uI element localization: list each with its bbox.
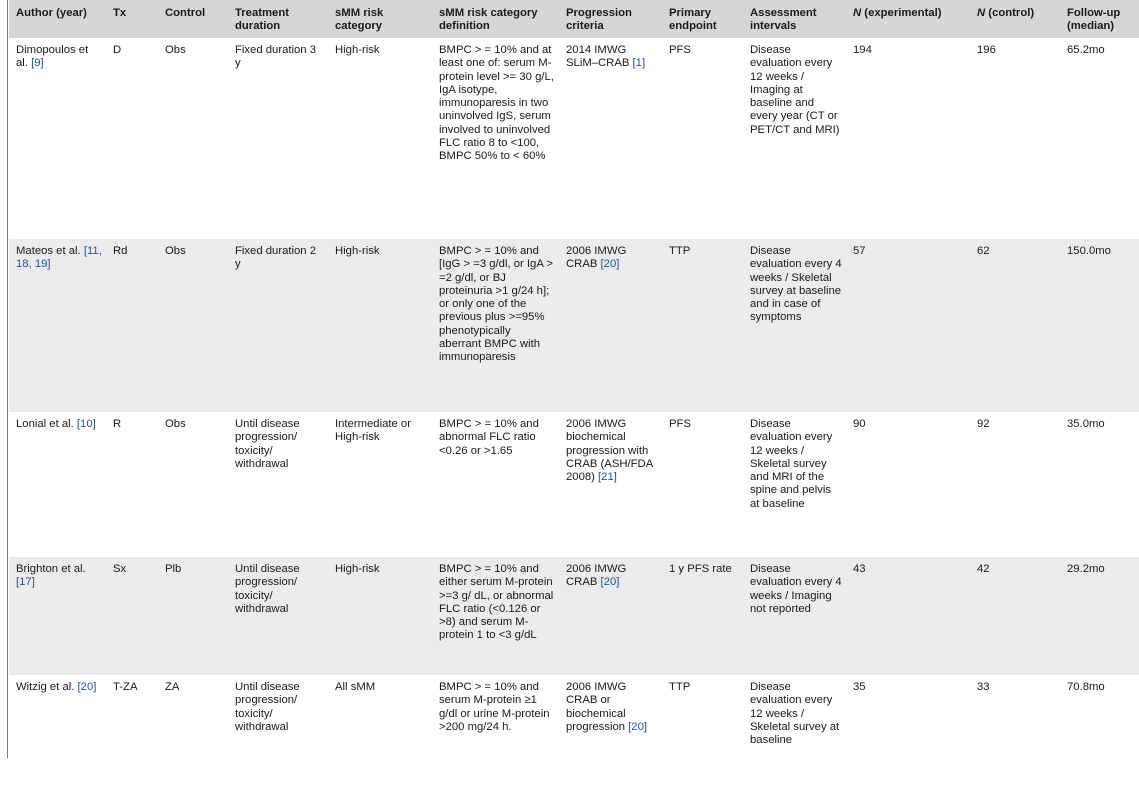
cell-n-experimental-text: 194 (853, 44, 872, 56)
cell-control (158, 675, 228, 788)
cell-risk-definition (432, 557, 559, 675)
cell-progression (559, 675, 662, 788)
header-assessment: Assessment intervals (743, 0, 846, 38)
cell-author (9, 239, 106, 412)
cell-followup (1060, 239, 1139, 412)
cell-duration-text: Fixed duration 2 y (235, 245, 317, 271)
cell-n-experimental (846, 557, 970, 675)
cell-control-text: Obs (165, 418, 186, 430)
header-n-experimental (846, 0, 970, 38)
cell-control-text: Obs (165, 44, 186, 56)
cell-n-control (970, 557, 1060, 675)
cell-tx-text: Sx (113, 563, 127, 575)
cell-assessment (743, 557, 846, 675)
cell-n-experimental (846, 38, 970, 239)
cell-n-experimental (846, 239, 970, 412)
cell-risk-category-text: All sMM (335, 681, 376, 693)
cell-risk-definition-text: BMPC > = 10% and at least one of: serum M-protein level >= 30 g/L, IgA isotype, immunoparesis in two uninvolved IgS, serum involved to uninvolved FLC ratio 8 to <100, BMPC 50% to < 60% (439, 44, 554, 163)
cell-progression-text: 2006 IMWG CRAB (566, 563, 627, 589)
table-body (9, 38, 1139, 788)
citation-link[interactable]: [17] (16, 576, 35, 589)
citation-link[interactable]: [11, 18, 19] (16, 245, 102, 271)
cell-n-experimental (846, 675, 970, 788)
cell-author-text: Witzig et al. (16, 681, 78, 693)
header-tx: Tx (106, 0, 158, 38)
cell-tx (106, 239, 158, 412)
cell-risk-category-text: High-risk (335, 44, 380, 56)
cell-author (9, 38, 106, 239)
citation-link[interactable]: [10] (76, 418, 96, 430)
cell-followup (1060, 412, 1139, 557)
cell-duration-text: Until disease progression/ toxicity/ withdrawal (235, 563, 300, 615)
cell-risk-category (328, 412, 432, 557)
header-n-exp-rest: (experimental) (861, 7, 942, 19)
cell-endpoint (662, 557, 743, 675)
cell-followup-text: 70.8mo (1067, 681, 1105, 693)
cell-progression-text: 2006 IMWG biochemical progression with CRAB (ASH/FDA 2008) (566, 418, 653, 484)
cell-control (158, 38, 228, 239)
cell-risk-category-text: High-risk (335, 563, 380, 575)
cell-duration (228, 38, 328, 239)
cell-duration-text: Until disease progression/ toxicity/ withdrawal (235, 681, 300, 733)
cell-followup-text: 150.0mo (1067, 245, 1111, 257)
citation-link[interactable]: [1] (632, 57, 646, 70)
cell-risk-category-text: Intermediate or High-risk (335, 418, 411, 444)
cell-tx-text: T-ZA (113, 681, 138, 693)
cell-assessment-text: Disease evaluation every 4 weeks / Imaging not reported (750, 563, 842, 615)
cell-n-experimental-text: 35 (853, 681, 866, 693)
cell-endpoint-text: TTP (669, 245, 691, 257)
header-risk-category: sMM risk category (328, 0, 432, 38)
cell-progression (559, 239, 662, 412)
table-row (9, 557, 1139, 675)
cell-progression-text: 2006 IMWG CRAB (566, 245, 627, 271)
cell-progression-text: 2006 IMWG CRAB or biochemical progression (566, 681, 629, 733)
page-margin-line (7, 0, 8, 758)
cell-n-control (970, 412, 1060, 557)
cell-control-text: ZA (165, 681, 180, 693)
cell-assessment-text: Disease evaluation every 12 weeks / Skeletal survey at baseline (750, 681, 840, 747)
cell-risk-definition (432, 239, 559, 412)
table-header (9, 0, 1139, 38)
cell-assessment-text: Disease evaluation every 4 weeks / Skeletal survey at baseline and in case of symptoms (750, 245, 842, 324)
table-row (9, 38, 1139, 239)
cell-progression (559, 557, 662, 675)
cell-duration (228, 239, 328, 412)
cell-author (9, 675, 106, 788)
cell-risk-category (328, 557, 432, 675)
cell-progression-text: 2014 IMWG SLiM–CRAB (566, 44, 633, 70)
cell-endpoint (662, 412, 743, 557)
cell-n-control-text: 92 (977, 418, 990, 430)
cell-risk-definition-text: BMPC > = 10% and either serum M-protein >=3 g/ dL, or abnormal FLC ratio (<0.126 or >8) and serum M-protein 1 to <3 g/dL (439, 563, 554, 642)
citation-link[interactable]: [20] (600, 258, 620, 271)
cell-n-control-text: 42 (977, 563, 990, 575)
cell-assessment-text: Disease evaluation every 12 weeks / Skeletal survey and MRI of the spine and pelvis at baseline (750, 418, 833, 510)
cell-followup (1060, 675, 1139, 788)
header-n-control (970, 0, 1060, 38)
cell-risk-category (328, 675, 432, 788)
cell-duration (228, 412, 328, 557)
header-followup: Follow-up (median) (1060, 0, 1139, 38)
cell-n-experimental-text: 90 (853, 418, 866, 430)
cell-author-text: Mateos et al. (16, 245, 84, 257)
cell-followup (1060, 38, 1139, 239)
cell-endpoint (662, 675, 743, 788)
cell-control-text: Obs (165, 245, 186, 257)
cell-endpoint-text: TTP (669, 681, 691, 693)
cell-followup (1060, 557, 1139, 675)
cell-tx-text: Rd (113, 245, 128, 257)
cell-duration (228, 557, 328, 675)
cell-assessment-text: Disease evaluation every 12 weeks / Imaging at baseline and every year (CT or PET/CT and MRI) (750, 44, 840, 136)
cell-followup-text: 29.2mo (1067, 563, 1105, 575)
cell-author (9, 412, 106, 557)
cell-risk-definition-text: BMPC > = 10% and abnormal FLC ratio <0.26 or >1.65 (439, 418, 539, 457)
cell-assessment (743, 675, 846, 788)
header-n-exp-letter: N (853, 7, 862, 19)
cell-n-control-text: 62 (977, 245, 990, 257)
table-row (9, 239, 1139, 412)
cell-risk-definition (432, 412, 559, 557)
header-duration: Treatment duration (228, 0, 328, 38)
cell-risk-category (328, 239, 432, 412)
citation-link[interactable]: [9] (31, 57, 44, 70)
header-n-ctrl-letter: N (977, 7, 986, 19)
citation-link[interactable]: [20] (628, 720, 648, 733)
cell-risk-definition-text: BMPC > = 10% and [IgG > =3 g/dl, or IgA > =2 g/dl, or BJ proteinuria >1 g/24 h]; or only one of the previous plus >=95% phenotypically aberrant BMPC with immunoparesis (439, 245, 553, 364)
cell-followup-text: 65.2mo (1067, 44, 1105, 56)
header-endpoint: Primary endpoint (662, 0, 743, 38)
cell-followup-text: 35.0mo (1067, 418, 1105, 430)
header-control: Control (158, 0, 228, 38)
citation-link[interactable]: [21] (598, 471, 617, 484)
cell-risk-definition (432, 675, 559, 788)
cell-risk-definition (432, 38, 559, 239)
header-progression: Progression criteria (559, 0, 662, 38)
cell-endpoint-text: PFS (669, 44, 691, 56)
cell-assessment (743, 38, 846, 239)
cell-tx (106, 557, 158, 675)
cell-duration (228, 675, 328, 788)
cell-tx (106, 675, 158, 788)
cell-duration-text: Fixed duration 3 y (235, 44, 317, 70)
cell-author (9, 557, 106, 675)
citation-link[interactable]: [20] (600, 576, 620, 589)
cell-n-control (970, 675, 1060, 788)
cell-assessment (743, 412, 846, 557)
cell-progression (559, 412, 662, 557)
cell-control-text: Plb (165, 563, 182, 575)
cell-author-text: Dimopoulos et al. (16, 44, 89, 70)
cell-progression (559, 38, 662, 239)
cell-endpoint (662, 38, 743, 239)
cell-endpoint-text: 1 y PFS rate (669, 563, 732, 575)
cell-endpoint-text: PFS (669, 418, 691, 430)
cell-author-text: Lonial et al. (16, 418, 77, 430)
trials-table (9, 0, 1139, 788)
cell-risk-category-text: High-risk (335, 245, 380, 257)
cell-tx-text: R (113, 418, 122, 430)
cell-control (158, 412, 228, 557)
cell-tx-text: D (113, 44, 122, 56)
cell-n-experimental (846, 412, 970, 557)
cell-n-control-text: 33 (977, 681, 990, 693)
cell-control (158, 557, 228, 675)
cell-n-control-text: 196 (977, 44, 996, 56)
cell-n-control (970, 38, 1060, 239)
cell-duration-text: Until disease progression/ toxicity/ withdrawal (235, 418, 300, 470)
cell-control (158, 239, 228, 412)
cell-tx (106, 38, 158, 239)
cell-author-text: Brighton et al. (16, 563, 86, 575)
table-row (9, 412, 1139, 557)
cell-risk-definition-text: BMPC > = 10% and serum M-protein ≥1 g/dl or urine M-protein >200 mg/24 h. (439, 681, 550, 733)
header-n-ctrl-rest: (control) (985, 7, 1035, 19)
cell-assessment (743, 239, 846, 412)
cell-risk-category (328, 38, 432, 239)
cell-n-experimental-text: 57 (853, 245, 866, 257)
cell-n-experimental-text: 43 (853, 563, 866, 575)
cell-tx (106, 412, 158, 557)
cell-endpoint (662, 239, 743, 412)
table-row (9, 675, 1139, 788)
cell-n-control (970, 239, 1060, 412)
citation-link[interactable]: [20] (77, 681, 97, 693)
header-risk-definition: sMM risk category definition (432, 0, 559, 38)
header-author: Author (year) (9, 0, 106, 38)
